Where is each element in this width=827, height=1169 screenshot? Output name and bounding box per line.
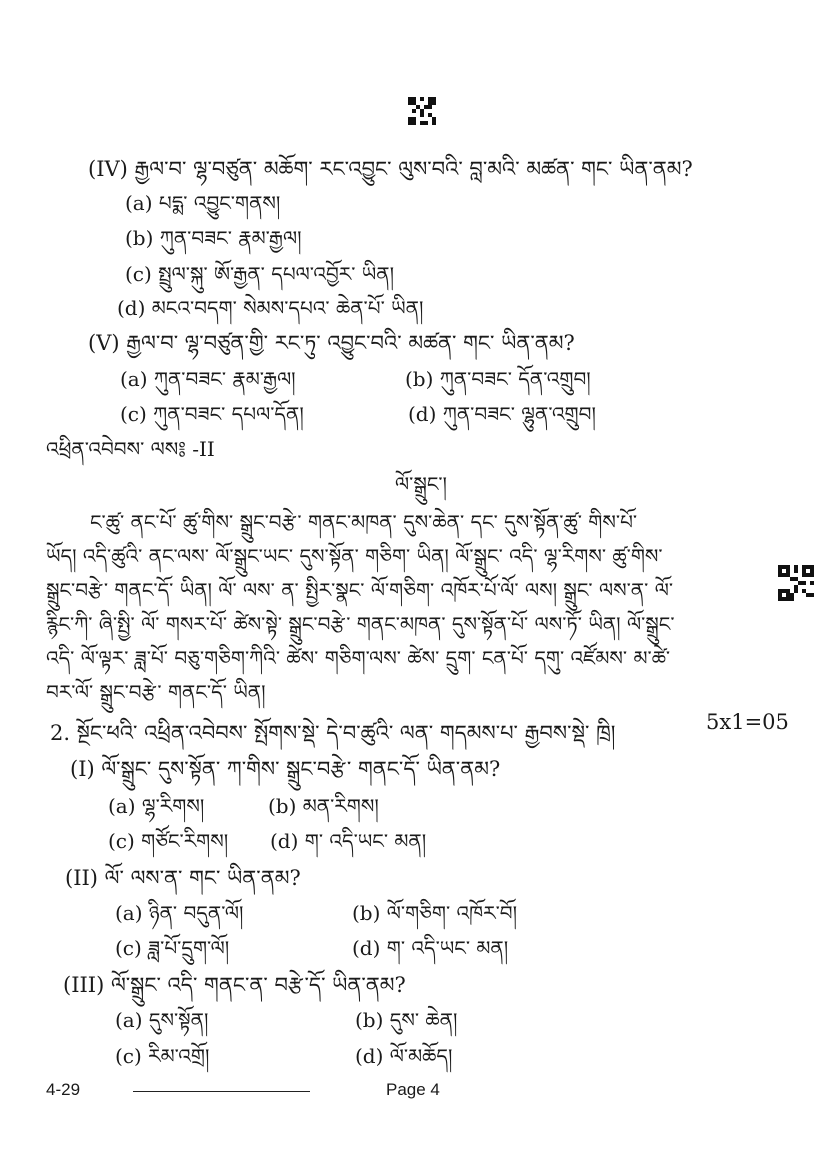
question-2-marks: 5x1=05	[706, 710, 789, 734]
question-2-instruction: 2. སྔོང་ཕའི་ འཕྲིན་འབེབས་ སྤོགས་སྡེ་ དེ་བ་ཚུའི་ ལན་ གདམས་པ་ རྒྱབས་སྡེ་ ཁྲི།	[50, 721, 616, 745]
q4-option-a: (a) པདྨ་ འབྱུང་གནས།	[125, 191, 281, 215]
passage-line: ང་ཚུ་ ནང་པོ་ ཚུ་གིས་ སྒྲུང་བརྩེ་ གནང་མཁན་ དུས་ཆེན་ དང་ དུས་སྟོན་ཚུ་ གིས་པོ་	[90, 510, 638, 534]
q2-1-option-b: (b) མན་རིགས།	[268, 794, 379, 818]
passage-line: ཡོད། འདི་ཚུའི་ ནང་ལས་ ལོ་སྒྲུང་ཡང་ དུས་སྟོན་ གཅིག་ ཡིན། ལོ་སྒྲུང་ འདི་ ལྷ་རིགས་ ཚུ་གིས་	[46, 544, 663, 568]
q2-3-option-d: (d) ལོ་མཆོད།	[355, 1044, 453, 1068]
q2-2-option-d: (d) ག་ འདི་ཡང་ མན།	[352, 936, 509, 960]
q2-1-option-a: (a) ལྷ་རིགས།	[108, 794, 205, 818]
question-4: (IV) རྒྱལ་བ་ ལྷ་བཙུན་ མཆོག་ རང་འབྱུང་ ལུས་བའི་ བླ་མའི་ མཚན་ གང་ ཡིན་ནམ?	[88, 157, 693, 181]
q2-part-3: (III) ལོ་སྒྲུང་ འདི་ གནང་ན་ བརྩེ་དོ་ ཡིན་ནམ?	[63, 973, 406, 997]
question-5: (V) རྒྱལ་བ་ ལྷ་བཙུན་གྱི་ རང་ཏུ་ འབྱུང་བའི་ མཚན་ གང་ ཡིན་ནམ?	[88, 331, 575, 355]
q2-3-option-a: (a) དུས་སྟོན།	[115, 1008, 209, 1032]
q5-option-b: (b) ཀུན་བཟང་ དོན་འགྲུབ།	[405, 367, 591, 391]
q2-2-option-a: (a) ཉིན་ བདུན་ལོ།	[115, 901, 244, 925]
passage-line: རྙིང་ཀི་ ཞི་སྤྱི་ ལོ་ གསར་པོ་ ཚེས་སྟེ་ སྒྲུང་བརྩེ་ གནང་མཁན་ དུས་སྟོན་པོ་ ལས་ཏོ་ ཡིན། ལོ་སྒྲུང་	[46, 612, 675, 636]
q4-option-d: (d) མངའ་བདག་ སེམས་དཔའ་ ཆེན་པོ་ ཡིན།	[117, 296, 424, 320]
q2-3-option-b: (b) དུས་ ཆེན།	[355, 1008, 458, 1032]
q2-2-option-c: (c) ཟླ་པོ་དྲུག་ལོ།	[115, 936, 230, 960]
footer-page-number: Page 4	[386, 1080, 440, 1099]
section-2-label: འཕྲིན་འབེབས་ ལས༔ -II	[46, 437, 215, 461]
q2-2-option-b: (b) ལོ་གཅིག་ འཁོར་བོ།	[352, 901, 518, 925]
q5-option-c: (c) ཀུན་བཟང་ དཔལ་དོན།	[120, 402, 304, 426]
q2-1-option-d: (d) ག་ འདི་ཡང་ མན།	[270, 829, 427, 853]
q2-part-2: (II) ལོ་ ལས་ན་ གང་ ཡིན་ནམ?	[65, 866, 301, 890]
q5-option-d: (d) ཀུན་བཟང་ ལྷུན་འགྲུབ།	[408, 402, 596, 426]
q4-option-c: (c) སྤྲུལ་སྐུ་ ཨོ་རྒྱན་ དཔལ་འབྱོར་ ཡིན།	[125, 262, 395, 286]
q2-3-option-c: (c) རིམ་འགྲོ།	[115, 1044, 210, 1068]
footer-divider	[133, 1091, 310, 1092]
passage-line: བར་ལོ་ སྒྲུང་བརྩེ་ གནང་དོ་ ཡིན།	[46, 680, 266, 704]
qr-code-icon	[408, 97, 436, 125]
qr-code-side	[778, 565, 814, 601]
passage-line: འདི་ ལོ་ལྟར་ ཟླ་པོ་ བཅུ་གཅིག་ཀིའི་ ཚེས་ གཅིག་ལས་ ཚེས་ དྲུག་ ངན་པོ་ དགུ་ འཛོམས་ མ་ཚེ་	[46, 646, 671, 670]
passage-title: ལོ་སྒྲུང་།	[395, 472, 447, 496]
q2-part-1: (I) ལོ་སྒྲུང་ དུས་སྟོན་ ཀ་གིས་ སྒྲུང་བརྩེ་ གནང་དོ་ ཡིན་ནམ?	[70, 757, 501, 781]
qr-code-icon	[778, 565, 814, 601]
footer-code: 4-29	[46, 1080, 81, 1099]
qr-code-top	[408, 97, 436, 125]
passage-line: སྒྲུང་བརྩེ་ གནང་དོ་ ཡིན། ལོ་ ལས་ ན་ སྤྱིར་སྣང་ ལོ་གཅིག་ འཁོར་པོ་ལོ་ ལས། སྒྲུང་ ལས་ན་ ལོ་	[46, 578, 674, 602]
q5-option-a: (a) ཀུན་བཟང་ རྣམ་རྒྱལ།	[120, 367, 296, 391]
q2-1-option-c: (c) གཙོང་རིགས།	[108, 829, 229, 853]
q4-option-b: (b) ཀུན་བཟང་ རྣམ་རྒྱལ།	[125, 226, 302, 250]
